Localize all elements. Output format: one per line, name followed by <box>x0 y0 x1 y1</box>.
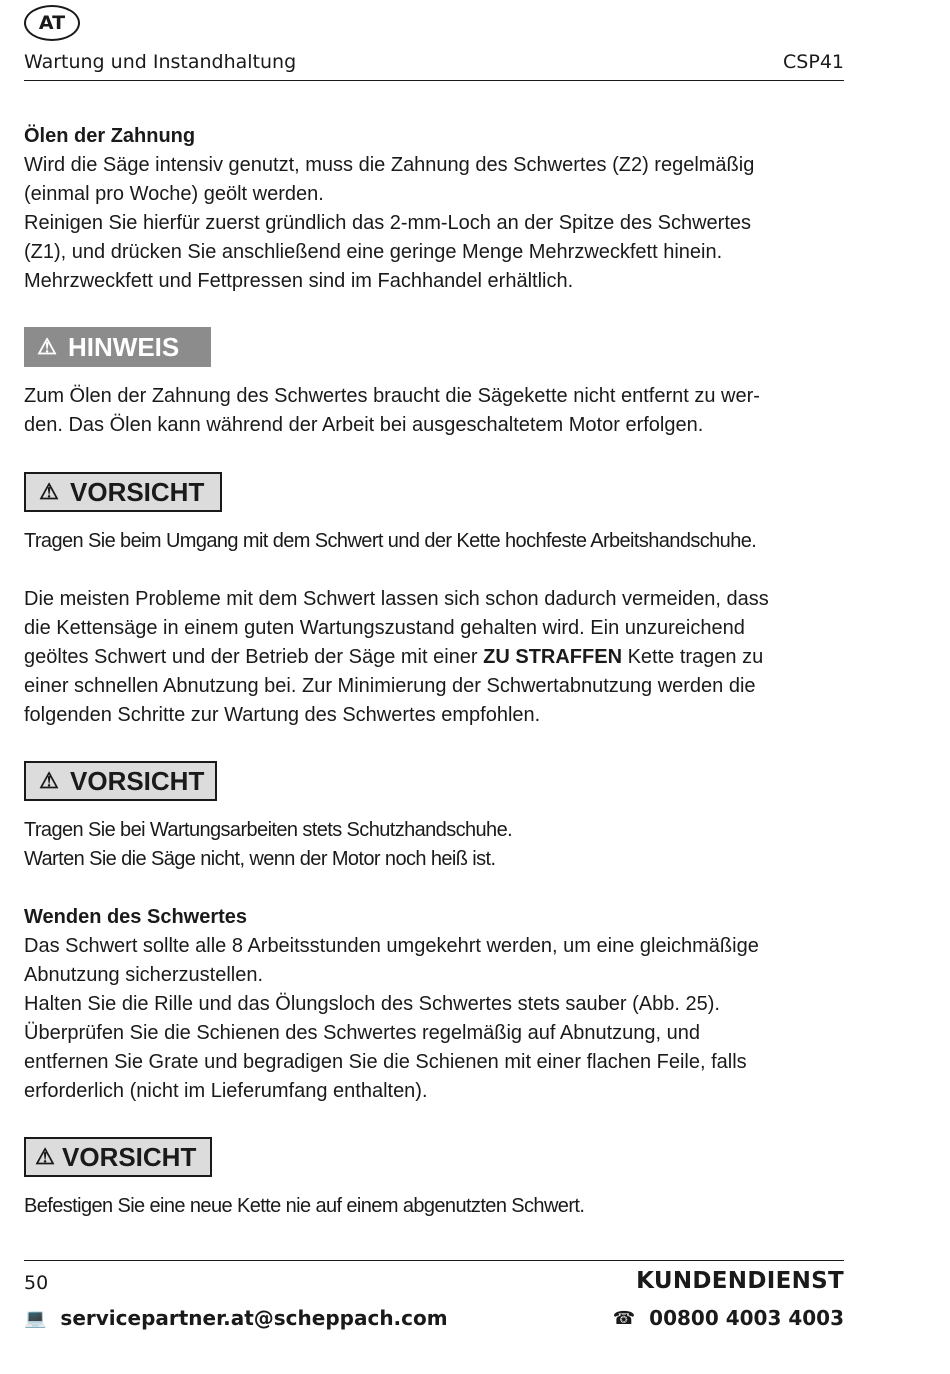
oiling-line: Wird die Säge intensiv genutzt, muss die Zahnung des Schwertes (Z2) regelmäßig <box>24 154 755 176</box>
problems-paragraph <box>24 585 854 730</box>
oiling-line: (Z1), und drücken Sie anschließend eine geringe Menge Mehrzweckfett hinein. <box>24 241 723 263</box>
vorsicht-text <box>24 816 854 874</box>
vorsicht-line: Tragen Sie beim Umgang mit dem Schwert und der Kette hochfeste Arbeitshandschuhe. <box>24 530 757 552</box>
problems-text: geöltes Schwert und der Betrieb der Säge mit einer <box>24 646 484 668</box>
hinweis-label: HINWEIS <box>68 331 180 362</box>
hinweis-text <box>24 382 854 440</box>
oiling-line: Reinigen Sie hierfür zuerst gründlich das 2-mm-Loch an der Spitze des Schwertes <box>24 212 752 234</box>
turning-line: erforderlich (nicht im Lieferumfang enthalten). <box>24 1080 428 1102</box>
vorsicht-line: Befestigen Sie eine neue Kette nie auf einem abgenutzten Schwert. <box>24 1195 585 1217</box>
oiling-line: Mehrzweckfett und Fettpressen sind im Fachhandel erhältlich. <box>24 270 574 292</box>
problems-text: Kette tragen zu <box>622 646 764 668</box>
turning-line: Das Schwert sollte alle 8 Arbeitsstunden umgekehrt werden, um eine gleichmäßige <box>24 935 759 957</box>
hinweis-box <box>24 327 211 367</box>
vorsicht-text <box>24 527 854 556</box>
turning-line: entfernen Sie Grate und begradigen Sie die Schienen mit einer flachen Feile, falls <box>24 1051 747 1073</box>
phone-number[interactable]: 00800 4003 4003 <box>649 1306 844 1330</box>
email-contact <box>24 1306 448 1330</box>
email-address[interactable]: servicepartner.at@scheppach.com <box>60 1306 448 1330</box>
vorsicht-label: VORSICHT <box>70 476 205 507</box>
vorsicht-box <box>24 761 217 801</box>
problems-line: folgenden Schritte zur Wartung des Schwertes empfohlen. <box>24 704 541 726</box>
vorsicht-box <box>24 472 222 512</box>
service-label: KUNDENDIENST <box>636 1268 844 1294</box>
header-rule <box>24 80 844 81</box>
vorsicht-label: VORSICHT <box>70 765 205 796</box>
page-number: 50 <box>24 1272 49 1294</box>
oiling-section <box>24 122 854 296</box>
turning-line: Abnutzung sicherzustellen. <box>24 964 264 986</box>
problems-line <box>24 643 854 672</box>
problems-line: einer schnellen Abnutzung bei. Zur Minimierung der Schwertabnutzung werden die <box>24 675 756 697</box>
vorsicht-line: Tragen Sie bei Wartungsarbeiten stets Schutzhandschuhe. <box>24 819 513 841</box>
turning-heading: Wenden des Schwertes <box>24 906 248 928</box>
telephone-icon: ☎ <box>612 1307 636 1329</box>
problems-line: Die meisten Probleme mit dem Schwert lassen sich schon dadurch vermeiden, dass <box>24 588 769 610</box>
turning-line: Überprüfen Sie die Schienen des Schwertes regelmäßig auf Abnutzung, und <box>24 1022 700 1044</box>
vorsicht-box <box>24 1137 212 1177</box>
oiling-heading: Ölen der Zahnung <box>24 125 196 147</box>
hinweis-line: Zum Ölen der Zahnung des Schwertes braucht die Sägekette nicht entfernt zu wer- <box>24 385 760 407</box>
emphasis-text: ZU STRAFFEN <box>483 646 623 668</box>
country-badge: AT <box>24 5 80 41</box>
hinweis-line: den. Das Ölen kann während der Arbeit bei ausgeschaltetem Motor erfolgen. <box>24 414 704 436</box>
vorsicht-text <box>24 1192 854 1221</box>
section-title: Wartung und Instandhaltung <box>24 51 297 73</box>
phone-contact <box>613 1306 844 1330</box>
oiling-line: (einmal pro Woche) geölt werden. <box>24 183 324 205</box>
laptop-icon: 💻 <box>24 1307 47 1329</box>
warning-triangle-icon: ⚠ <box>39 479 59 504</box>
problems-line: die Kettensäge in einem guten Wartungszustand gehalten wird. Ein unzureichend <box>24 617 745 639</box>
model-number: CSP41 <box>783 51 844 73</box>
warning-triangle-icon: ⚠ <box>37 334 57 359</box>
turning-line: Halten Sie die Rille und das Ölungsloch des Schwertes stets sauber (Abb. 25). <box>24 993 720 1015</box>
turning-section <box>24 903 854 1106</box>
footer-rule <box>24 1260 844 1261</box>
vorsicht-label: VORSICHT <box>62 1141 197 1172</box>
vorsicht-line: Warten Sie die Säge nicht, wenn der Motor noch heiß ist. <box>24 848 496 870</box>
warning-triangle-icon: ⚠ <box>35 1144 55 1169</box>
warning-triangle-icon: ⚠ <box>39 768 59 793</box>
